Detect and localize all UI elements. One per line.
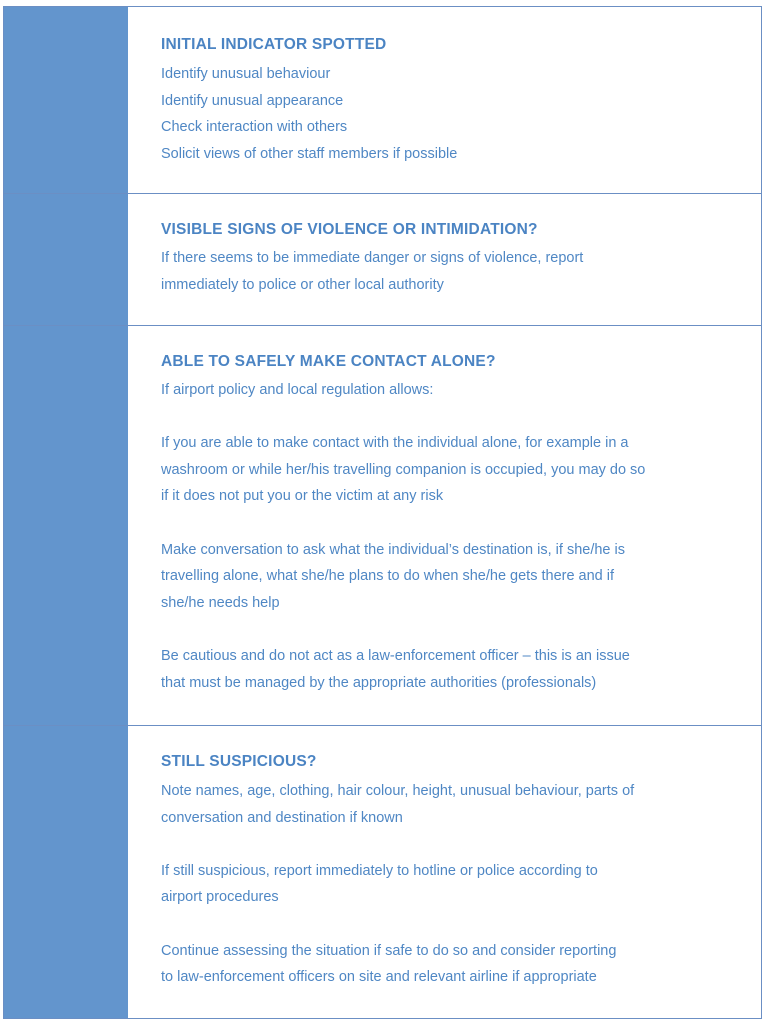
section-content: [128, 726, 761, 1018]
body-text-line: If still suspicious, report immediately to hotline or police according to: [161, 862, 598, 879]
paragraph: [161, 778, 749, 831]
paragraph: [161, 938, 749, 991]
section-content: [128, 326, 761, 725]
body-text-line: Be cautious and do not act as a law-enforcement officer – this is an issue: [161, 647, 630, 664]
body-text-line: If you are able to make contact with the individual alone, for example in a: [161, 435, 629, 452]
body-text-line: that must be managed by the appropriate authorities (professionals): [161, 674, 597, 691]
body-text-line: airport procedures: [161, 889, 279, 906]
body-text-line: Make conversation to ask what the individual’s destination is, if she/he is: [161, 541, 625, 558]
section-heading: STILL SUSPICIOUS?: [161, 753, 317, 770]
list-item: Check interaction with others: [161, 119, 348, 136]
body-text-line: Continue assessing the situation if safe to do so and consider reporting: [161, 942, 617, 959]
section-heading: ABLE TO SAFELY MAKE CONTACT ALONE?: [161, 353, 496, 370]
section-marker-bar: [4, 7, 128, 193]
section-marker-bar: [4, 326, 128, 725]
paragraph: [161, 858, 749, 911]
paragraph: [161, 377, 749, 404]
paragraph: [161, 643, 749, 696]
section-content: [128, 194, 761, 325]
section-content: [128, 7, 761, 193]
list-item: Solicit views of other staff members if possible: [161, 145, 458, 162]
body-text-line: washroom or while her/his travelling companion is occupied, you may do so: [161, 461, 646, 478]
body-text-line: travelling alone, what she/he plans to do when she/he gets there and if: [161, 568, 615, 585]
paragraph: [161, 430, 749, 510]
section-marker-bar: [4, 194, 128, 325]
body-text-line: conversation and destination if known: [161, 809, 403, 826]
list-item: Identify unusual behaviour: [161, 66, 331, 82]
section-heading: VISIBLE SIGNS OF VIOLENCE OR INTIMIDATION?: [161, 221, 538, 238]
body-text-line: If there seems to be immediate danger or signs of violence, report: [161, 250, 584, 266]
body-text-line: if it does not put you or the victim at any risk: [161, 488, 444, 505]
body-text-line: immediately to police or other local authority: [161, 276, 444, 293]
body-text-line: she/he needs help: [161, 594, 280, 611]
body-text-line: If airport policy and local regulation allows:: [161, 382, 434, 398]
section-heading: INITIAL INDICATOR SPOTTED: [161, 36, 387, 53]
section-marker-bar: [4, 726, 128, 1018]
section-still-suspicious: [4, 726, 761, 1018]
body-text-line: Note names, age, clothing, hair colour, height, unusual behaviour, parts of: [161, 783, 635, 799]
section-visible-signs: [4, 194, 761, 326]
section-initial-indicator: [4, 7, 761, 194]
body-text-line: to law-enforcement officers on site and relevant airline if appropriate: [161, 969, 597, 986]
procedure-table: [3, 6, 762, 1019]
list-item: Identify unusual appearance: [161, 92, 344, 109]
section-make-contact: [4, 326, 761, 726]
paragraph: [161, 537, 749, 617]
